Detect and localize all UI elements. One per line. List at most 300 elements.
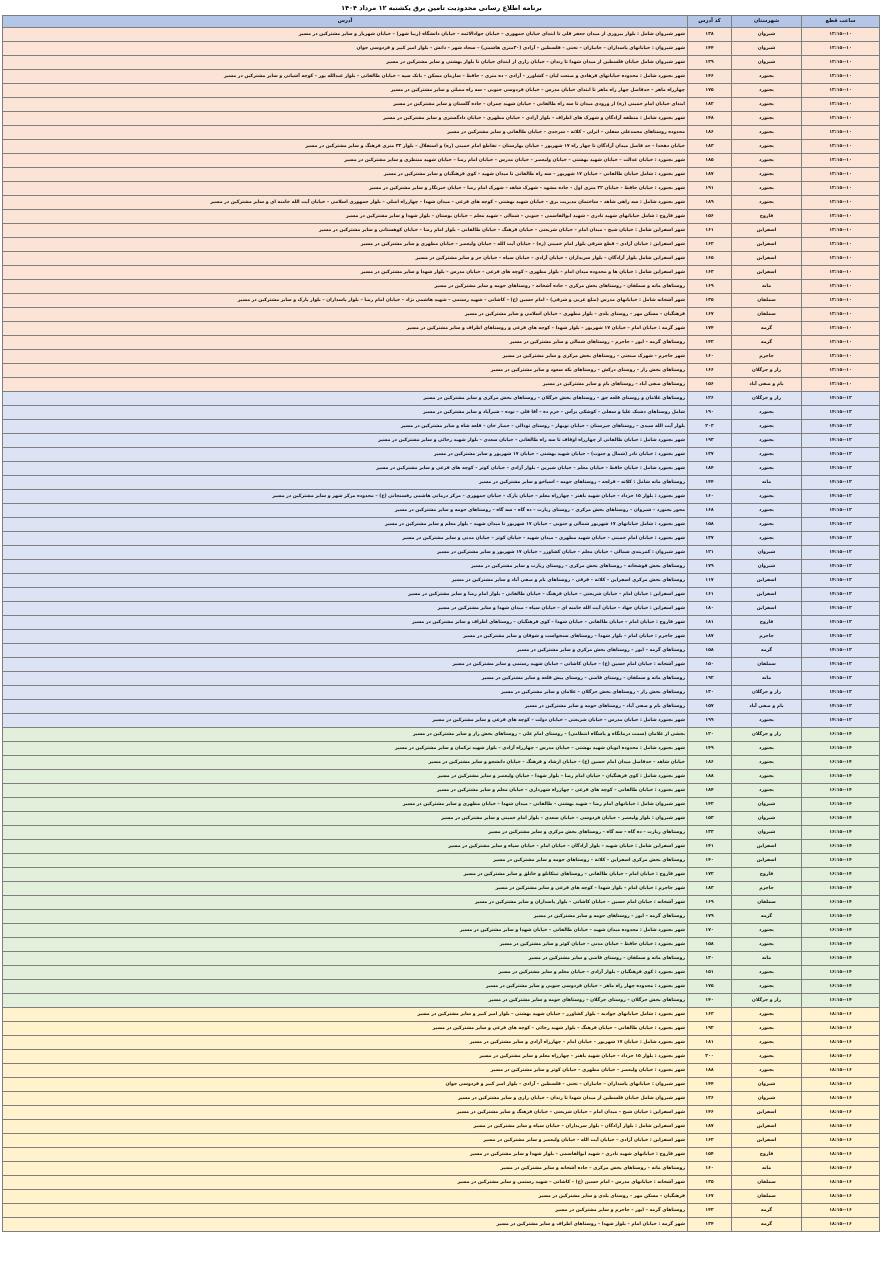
cell-code: ۱۶۲ — [688, 1134, 732, 1148]
table-row — [3, 574, 880, 588]
cell-address: شهر شیروان : خیابانهای پاسداران – جانبازان – تختی – فلسطین – آزادی – بلوار امیر کبیر و فردوسی جوان — [3, 1078, 688, 1092]
cell-city: سملقان — [732, 896, 802, 910]
cell-code: ۱۶۰ — [688, 490, 732, 504]
table-row — [3, 1050, 880, 1064]
cell-time: ۱۰--۱۲:۱۵ — [802, 182, 880, 196]
cell-address: شهر شیروان شامل خیابان فلسطین از میدان شهدا تا زندان – خیابان رازی از ابتدای خیابان تا بلوار بهشتی و سایر مشترکین در مسیر — [3, 56, 688, 70]
cell-address: شهر بجنورد : بلوار ۱۵ خرداد – خیابان شهید باهنر – چهارراه معلم – خیابان پارک – خیابان جمهوری – مرکز درمانی هاشمی رفسنجانی (ع) – محدوده مرکز شهر و سایر مشترکین در مسیر — [3, 490, 688, 504]
cell-time: ۱۴--۱۶:۱۵ — [802, 742, 880, 756]
table-row — [3, 56, 880, 70]
cell-time: ۱۰--۱۲:۱۵ — [802, 308, 880, 322]
cell-time: ۱۰--۱۲:۱۵ — [802, 70, 880, 84]
cell-time: ۱۲--۱۴:۱۵ — [802, 462, 880, 476]
table-row — [3, 1204, 880, 1218]
cell-city: شیروان — [732, 826, 802, 840]
cell-code: ۱۴۲ — [688, 336, 732, 350]
cell-address: شهر شیروان : کمربندی شمالی – خیابان معلم – خیابان کشاورز – خیابان ۱۷ شهریور و سایر مشترکین در مسیر — [3, 546, 688, 560]
cell-address: شهر بجنورد شامل : خیابان مدرس – خیابان شریعتی – خیابان دولت – کوچه های فرعی و سایر مشترکین در مسیر — [3, 714, 688, 728]
cell-time: ۱۲--۱۴:۱۵ — [802, 574, 880, 588]
cell-address: روستاهای بخش جرگلان – روستای جرگلان – روستاهای حومه و سایر مشترکین در مسیر — [3, 994, 688, 1008]
cell-address: شهر بجنورد شامل : محدوده اتوبان شهید بهشتی – خیابان مدرس – چهارراه آزادی – بلوار شهید ترکمان و سایر مشترکین در مسیر — [3, 742, 688, 756]
cell-code: ۱۸۸ — [688, 770, 732, 784]
table-row — [3, 70, 880, 84]
table-row — [3, 336, 880, 350]
table-row — [3, 672, 880, 686]
table-row — [3, 252, 880, 266]
table-row — [3, 728, 880, 742]
cell-address: روستاهای بخش راز – روستاهای بخش جرگلان – غلامان و سایر مشترکین در مسیر — [3, 686, 688, 700]
cell-code: ۱۶۷ — [688, 1190, 732, 1204]
cell-city: راز و جرگلان — [732, 686, 802, 700]
cell-time: ۱۲--۱۴:۱۵ — [802, 434, 880, 448]
cell-address: شهر بجنورد : خیابان حافظ – خیابان مدنی – خیابان کوثر و سایر مشترکین در مسیر — [3, 938, 688, 952]
cell-address: شهر بجنورد شامل : محدوده میدان شهید – خیابان طالقانی – خیابان شهدا و سایر مشترکین در مسیر — [3, 924, 688, 938]
cell-time: ۱۰--۱۲:۱۵ — [802, 280, 880, 294]
table-row — [3, 168, 880, 182]
cell-address: شهر جاجرم – شهرک صنعتی – روستاهای بخش مرکزی و سایر مشترکین در مسیر — [3, 350, 688, 364]
cell-city: شیروان — [732, 1092, 802, 1106]
cell-address: روستاهای مانه و سملقان – روستای قاضی و سایر مشترکین در مسیر — [3, 952, 688, 966]
cell-code: ۱۸۲ — [688, 98, 732, 112]
cell-code: ۱۵۶ — [688, 210, 732, 224]
cell-code: ۱۱۷ — [688, 574, 732, 588]
cell-address: شهر بجنورد شامل : خیابان ۱۷ شهریور – خیابان امام – چهارراه آزادی و سایر مشترکین در مسیر — [3, 1036, 688, 1050]
cell-time: ۱۲--۱۴:۱۵ — [802, 700, 880, 714]
cell-city: اسفراین — [732, 602, 802, 616]
cell-code: ۱۵۶ — [688, 378, 732, 392]
cell-city: بجنورد — [732, 504, 802, 518]
cell-code: ۱۶۶ — [688, 364, 732, 378]
cell-time: ۱۶--۱۸:۱۵ — [802, 1064, 880, 1078]
cell-code: ۱۸۶ — [688, 756, 732, 770]
cell-address: شهر فاروج : شامل خیابانهای شهید نادری – شهید ابوالقاسمی – جنوبی – شمالی – شهید معلم – خیابان بوستان – بلوار شهدا و سایر مشترکین در مسیر — [3, 210, 688, 224]
cell-address: شهر بجنورد شامل : محدوده خیابانهای فرهادی و صنعت لبان – کشاورز – آزادی – ده متری – حافظ – سازمان مسکن – بانک سپه – خیابان طالقانی – بلوار عبدالله پور – کوچه آشیانی و سایر مشترکین در مسیر — [3, 70, 688, 84]
table-row — [3, 602, 880, 616]
cell-code: ۱۴۴ — [688, 1078, 732, 1092]
document — [3, 2, 880, 1232]
cell-code: ۱۶۹ — [688, 280, 732, 294]
cell-city: سملقان — [732, 308, 802, 322]
cell-time: ۱۴--۱۶:۱۵ — [802, 812, 880, 826]
cell-city: بجنورد — [732, 756, 802, 770]
cell-city: بجنورد — [732, 126, 802, 140]
cell-code: ۲۰۳ — [688, 420, 732, 434]
cell-city: بجنورد — [732, 938, 802, 952]
cell-address: شهر بجنورد : بلوار ۱۵ خرداد – خیابان شهید باهنر – چهارراه معلم و سایر مشترکین در مسیر — [3, 1050, 688, 1064]
cell-code: ۱۵۸ — [688, 644, 732, 658]
cell-code: ۱۵۸ — [688, 938, 732, 952]
cell-address: محور بجنورد – شیروان – روستاهای بخش مرکزی – روستای زیارت – ده گاه – سه گاه – روستاهای حومه و سایر مشترکین در مسیر — [3, 504, 688, 518]
cell-address: شهر آشخانه : خیابان امام حسین – خیابان کاشانی – بلوار پاسداران و سایر مشترکین در مسیر — [3, 896, 688, 910]
cell-address: شهر بجنورد شامل : کوی فرهنگیان – خیابان امام رضا – بلوار شهدا – خیابان ولیعصر و سایر مشترکین در مسیر — [3, 770, 688, 784]
cell-city: فاروج — [732, 616, 802, 630]
cell-time: ۱۰--۱۲:۱۵ — [802, 336, 880, 350]
table-row — [3, 280, 880, 294]
table-row — [3, 350, 880, 364]
cell-time: ۱۰--۱۲:۱۵ — [802, 154, 880, 168]
cell-address: شهر اسفراین شامل : خیابان شهید – بلوار آزادگان – خیابان امام – خیابان سپاه و سایر مشترکین در مسیر — [3, 840, 688, 854]
cell-address: شهر اسفراین : خیابان آزادی – قطع شرقی بلوار امام خمینی (ره) – خیابان آیت الله – خیابان ولیعصر – خیابان مطهری و سایر مشترکین در مسیر — [3, 238, 688, 252]
cell-time: ۱۴--۱۶:۱۵ — [802, 994, 880, 1008]
table-row — [3, 448, 880, 462]
cell-address: شهر بجنورد شامل : خیابان حافظ – خیابان معلم – خیابان شیرین – بلوار آزادی – خیابان کوثر – کوچه های فرعی و سایر مشترکین در مسیر — [3, 462, 688, 476]
cell-time: ۱۰--۱۲:۱۵ — [802, 238, 880, 252]
table-row — [3, 686, 880, 700]
cell-time: ۱۲--۱۴:۱۵ — [802, 518, 880, 532]
cell-time: ۱۰--۱۲:۱۵ — [802, 168, 880, 182]
cell-code: ۱۴۰ — [688, 994, 732, 1008]
cell-code: ۱۳۸ — [688, 28, 732, 42]
cell-time: ۱۶--۱۸:۱۵ — [802, 1134, 880, 1148]
cell-city: بجنورد — [732, 98, 802, 112]
cell-time: ۱۲--۱۴:۱۵ — [802, 448, 880, 462]
cell-address: شهر بجنورد : شامل خیابان طالقانی – خیابان ۱۷ شهریور – سه راه طالقانی تا میدان شهید – کوی فرهنگیان و سایر مشترکین در مسیر — [3, 168, 688, 182]
table-row — [3, 658, 880, 672]
cell-code: ۱۸۸ — [688, 1064, 732, 1078]
cell-city: بجنورد — [732, 420, 802, 434]
cell-time: ۱۰--۱۲:۱۵ — [802, 196, 880, 210]
table-row — [3, 294, 880, 308]
cell-time: ۱۶--۱۸:۱۵ — [802, 1120, 880, 1134]
cell-address: شهر گرمه : خیابان امام – بلوار شهدا – روستاهای اطراف و سایر مشترکین در مسیر — [3, 1218, 688, 1232]
cell-address: شهر شیروان : بلوار ولیعصر – خیابان فردوسی – خیابان سعدی – بلوار امام خمینی و سایر مشترکین در مسیر — [3, 812, 688, 826]
table-row — [3, 1162, 880, 1176]
cell-address: شهر اسفراین شامل : خیابان ها و محدوده میدان امام – بلوار مطهری – کوچه های فرعی – خیابان مدرس – بلوار شهدا و سایر مشترکین در مسیر — [3, 266, 688, 280]
table-row — [3, 1078, 880, 1092]
cell-time: ۱۶--۱۸:۱۵ — [802, 1204, 880, 1218]
cell-time: ۱۰--۱۲:۱۵ — [802, 266, 880, 280]
cell-city: سملقان — [732, 1190, 802, 1204]
cell-city: شیروان — [732, 42, 802, 56]
cell-code: ۱۸۳ — [688, 140, 732, 154]
cell-code: ۱۶۲ — [688, 238, 732, 252]
cell-code: ۱۴۱ — [688, 840, 732, 854]
table-row — [3, 714, 880, 728]
cell-time: ۱۲--۱۴:۱۵ — [802, 504, 880, 518]
outage-schedule-table — [2, 15, 880, 1232]
cell-city: راز و جرگلان — [732, 728, 802, 742]
cell-code: ۱۴۶ — [688, 70, 732, 84]
cell-address: شهر اسفراین : خیابان آزادی – خیابان آیت الله – خیابان ولیعصر و سایر مشترکین در مسیر — [3, 1134, 688, 1148]
cell-code: ۱۸۱ — [688, 616, 732, 630]
cell-time: ۱۰--۱۲:۱۵ — [802, 28, 880, 42]
table-row — [3, 322, 880, 336]
cell-city: گرمه — [732, 1204, 802, 1218]
cell-time: ۱۲--۱۴:۱۵ — [802, 714, 880, 728]
table-row — [3, 1106, 880, 1120]
table-row — [3, 112, 880, 126]
cell-city: اسفراین — [732, 840, 802, 854]
cell-address: روستاهای گرمه – ایور – جاجرم – روستاهای شمالی و سایر مشترکین در مسیر — [3, 336, 688, 350]
cell-code: ۱۴۲ — [688, 1204, 732, 1218]
cell-time: ۱۴--۱۶:۱۵ — [802, 952, 880, 966]
cell-time: ۱۲--۱۴:۱۵ — [802, 476, 880, 490]
cell-city: بجنورد — [732, 84, 802, 98]
table-row — [3, 140, 880, 154]
cell-city: فاروج — [732, 210, 802, 224]
cell-code: ۱۳۵ — [688, 1176, 732, 1190]
cell-city: گرمه — [732, 322, 802, 336]
cell-city: شیروان — [732, 28, 802, 42]
cell-time: ۱۴--۱۶:۱۵ — [802, 980, 880, 994]
cell-time: ۱۶--۱۸:۱۵ — [802, 1022, 880, 1036]
cell-city: راز و جرگلان — [732, 364, 802, 378]
table-row — [3, 882, 880, 896]
cell-time: ۱۴--۱۶:۱۵ — [802, 924, 880, 938]
table-row — [3, 476, 880, 490]
table-row — [3, 182, 880, 196]
cell-code: ۱۹۱ — [688, 182, 732, 196]
cell-code: ۱۵۰ — [688, 658, 732, 672]
cell-city: اسفراین — [732, 1134, 802, 1148]
cell-city: اسفراین — [732, 588, 802, 602]
cell-address: شهر اسفراین : خیابان شیخ – میدان امام – خیابان شریعتی – خیابان فرهنگ و سایر مشترکین در مسیر — [3, 1106, 688, 1120]
cell-address: روستاهای غلامان و روستای قلعه جق – روستاهای بخش جرگلان – روستاهای بخش مرکزی و سایر مشترکین در مسیر — [3, 392, 688, 406]
cell-address: شهر فاروج : خیابان امام – خیابان طالقانی – خیابان شهدا – کوی فرهنگیان – روستاهای اطراف و سایر مشترکین در مسیر — [3, 616, 688, 630]
table-row — [3, 840, 880, 854]
cell-code: ۱۸۵ — [688, 154, 732, 168]
cell-city: بجنورد — [732, 434, 802, 448]
cell-address: شهر اسفراین شامل : خیابان شیخ – میدان امام – خیابان شریعتی – خیابان فرهنگ – خیابان طالقانی – بلوار امام رضا – خیابان کوهستانی و سایر مشترکین در مسیر — [3, 224, 688, 238]
table-row — [3, 434, 880, 448]
cell-city: مانه — [732, 952, 802, 966]
cell-city: بجنورد — [732, 112, 802, 126]
cell-city: بجنورد — [732, 406, 802, 420]
cell-address: شهر بجنورد شامل : خیابان طالقانی از چهارراه اوقاف تا سه راه طالقانی – خیابان سعدی – بلوار شهید رجائی و سایر مشترکین در مسیر — [3, 434, 688, 448]
cell-time: ۱۴--۱۶:۱۵ — [802, 854, 880, 868]
cell-address: شهر بجنورد : خیابان ولیعصر – خیابان مطهری – خیابان کوثر و سایر مشترکین در مسیر — [3, 1064, 688, 1078]
cell-city: بجنورد — [732, 714, 802, 728]
cell-address: خیابان دهخدا – حد فاصل میدان آزادگان تا چهار راه ۱۷ شهریور – خیابان بهارستان – تقاطع امام خمینی (ره) و استقلال – بلوار ۳۲ متری فرهنگ و سایر مشترکین در مسیر — [3, 140, 688, 154]
cell-time: ۱۶--۱۸:۱۵ — [802, 1148, 880, 1162]
cell-time: ۱۰--۱۲:۱۵ — [802, 252, 880, 266]
cell-code: ۱۶۱ — [688, 588, 732, 602]
table-row — [3, 588, 880, 602]
cell-city: جاجرم — [732, 882, 802, 896]
table-row — [3, 84, 880, 98]
cell-city: بجنورد — [732, 1050, 802, 1064]
cell-code: ۱۳۳ — [688, 826, 732, 840]
cell-city: مانه — [732, 280, 802, 294]
cell-city: بجنورد — [732, 980, 802, 994]
cell-time: ۱۲--۱۴:۱۵ — [802, 672, 880, 686]
cell-city: بجنورد — [732, 462, 802, 476]
table-row — [3, 462, 880, 476]
table-row — [3, 1022, 880, 1036]
cell-code: ۱۸۹ — [688, 196, 732, 210]
cell-address: شهر بجنورد : خیابان طالقانی – خیابان فرهنگ – بلوار شهید رجائی – کوچه های فرعی و سایر مشترکین در مسیر — [3, 1022, 688, 1036]
cell-code: ۱۶۰ — [688, 350, 732, 364]
cell-city: بجنورد — [732, 154, 802, 168]
table-row — [3, 1218, 880, 1232]
table-body — [3, 28, 880, 1232]
cell-code: ۱۸۴ — [688, 462, 732, 476]
cell-code: ۱۳۰ — [688, 952, 732, 966]
cell-address: روستاهای گرمه – ایور – جاجرم و سایر مشترکین در مسیر — [3, 1204, 688, 1218]
table-row — [3, 224, 880, 238]
table-row — [3, 126, 880, 140]
cell-city: بجنورد — [732, 770, 802, 784]
cell-code: ۱۳۴ — [688, 1218, 732, 1232]
cell-address: شامل روستاهای دشتک علیا و سفلی – کوشکی برآس – خرم ده – آقا قلی – نوده – شیرآباد و سایر مشترکین در مسیر — [3, 406, 688, 420]
cell-city: اسفراین — [732, 1106, 802, 1120]
cell-code: ۱۷۵ — [688, 980, 732, 994]
table-row — [3, 854, 880, 868]
cell-city: بجنورد — [732, 490, 802, 504]
cell-code: ۱۵۳ — [688, 812, 732, 826]
cell-city: اسفراین — [732, 238, 802, 252]
cell-time: ۱۲--۱۴:۱۵ — [802, 644, 880, 658]
cell-city: بجنورد — [732, 448, 802, 462]
header-address: آدرس — [3, 16, 688, 28]
cell-code: ۱۹۰ — [688, 406, 732, 420]
cell-time: ۱۶--۱۸:۱۵ — [802, 1092, 880, 1106]
cell-address: روستاهای مانه و سملقان – روستای قاضی – روستای پیش قلعه و سایر مشترکین در مسیر — [3, 672, 688, 686]
cell-city: بجنورد — [732, 196, 802, 210]
cell-time: ۱۴--۱۶:۱۵ — [802, 770, 880, 784]
cell-address: شهر بجنورد : خیابان حافظ – خیابان ۳۲ متری اول – جاده مشهد – شهرک شاهد – شهرک امام رضا – خیابان خبرنگار و سایر مشترکین در مسیر — [3, 182, 688, 196]
cell-code: ۱۳۶ — [688, 1092, 732, 1106]
table-row — [3, 770, 880, 784]
cell-code: ۱۴۸ — [688, 112, 732, 126]
table-row — [3, 756, 880, 770]
cell-city: بجنورد — [732, 1022, 802, 1036]
cell-time: ۱۲--۱۴:۱۵ — [802, 532, 880, 546]
table-row — [3, 518, 880, 532]
cell-address: شهر بجنورد : شامل خیابانهای جوادیه – بلوار کشاورز – خیابان شهید بهشتی – بلوار امیر کبیر و سایر مشترکین در مسیر — [3, 1008, 688, 1022]
table-row — [3, 378, 880, 392]
cell-city: بام و صفی آباد — [732, 378, 802, 392]
cell-code: ۱۸۷ — [688, 168, 732, 182]
header-code: کد آدرس — [688, 16, 732, 28]
cell-address: شهر بجنورد : خیابان طالقانی – کوچه های فرعی – چهارراه شهرداری – خیابان معلم و سایر مشترکین در مسیر — [3, 784, 688, 798]
table-row — [3, 700, 880, 714]
cell-city: بجنورد — [732, 1064, 802, 1078]
table-row — [3, 1120, 880, 1134]
cell-code: ۱۸۶ — [688, 126, 732, 140]
cell-address: روستاهای صفی آباد – روستاهای بام و سایر مشترکین در مسیر — [3, 378, 688, 392]
cell-city: شیروان — [732, 560, 802, 574]
cell-time: ۱۴--۱۶:۱۵ — [802, 910, 880, 924]
cell-city: جاجرم — [732, 350, 802, 364]
table-row — [3, 1148, 880, 1162]
cell-time: ۱۰--۱۲:۱۵ — [802, 294, 880, 308]
cell-address: روستاهای مانه شامل : کلاته – قزلجه – روستاهای حومه – اسپاخو و سایر مشترکین در مسیر — [3, 476, 688, 490]
cell-code: ۱۳۰ — [688, 686, 732, 700]
cell-address: شهر فاروج : خیابانهای شهید نادری – شهید ابوالقاسمی – بلوار شهدا و سایر مشترکین در مسیر — [3, 1148, 688, 1162]
cell-time: ۱۴--۱۶:۱۵ — [802, 826, 880, 840]
cell-address: بلوار آیت الله سیدی – روستاهای جیرستان – خیابان نوبهار – روستای تودالی – حصار خان – قلعه شاه و سایر مشترکین در مسیر — [3, 420, 688, 434]
cell-time: ۱۰--۱۲:۱۵ — [802, 378, 880, 392]
cell-time: ۱۲--۱۴:۱۵ — [802, 490, 880, 504]
cell-address: شهر اسفراین : خیابان امام – خیابان شریعتی – خیابان فرهنگ – خیابان طالقانی – بلوار امام رضا و سایر مشترکین در مسیر — [3, 588, 688, 602]
cell-address: شهر اسفراین شامل بلوار آزادگان – بلوار سربداران – خیابان آزادی – خیابان سپاه – خیابان حر و سایر مشترکین در مسیر — [3, 252, 688, 266]
cell-address: شهر اسفراین شامل : بلوار آزادگان – بلوار سربداران – خیابان سپاه و سایر مشترکین در مسیر — [3, 1120, 688, 1134]
cell-city: سملقان — [732, 294, 802, 308]
cell-code: ۱۶۹ — [688, 896, 732, 910]
cell-city: اسفراین — [732, 266, 802, 280]
cell-time: ۱۴--۱۶:۱۵ — [802, 882, 880, 896]
table-row — [3, 938, 880, 952]
cell-city: بجنورد — [732, 532, 802, 546]
table-row — [3, 392, 880, 406]
cell-address: بخشی از غلامان (سمت درمانگاه و پاسگاه انتظامی) – روستای امام علی – روستاهای بخش راز و سایر مشترکین در مسیر — [3, 728, 688, 742]
table-row — [3, 784, 880, 798]
cell-address: روستاهای مانه و سملقان – روستاهای بخش مرکزی – جاده آشخانه – روستاهای حومه و سایر مشترکین در مسیر — [3, 280, 688, 294]
cell-city: بام و صفی آباد — [732, 700, 802, 714]
cell-code: ۱۶۷ — [688, 308, 732, 322]
cell-city: سملقان — [732, 658, 802, 672]
table-row — [3, 1008, 880, 1022]
table-row — [3, 266, 880, 280]
cell-address: شهر گرمه : خیابان امام – خیابان ۱۷ شهریور – بلوار شهدا – کوچه های فرعی و روستاهای اطراف و سایر مشترکین در مسیر — [3, 322, 688, 336]
cell-time: ۱۶--۱۸:۱۵ — [802, 1078, 880, 1092]
cell-code: ۱۲۰ — [688, 728, 732, 742]
cell-time: ۱۴--۱۶:۱۵ — [802, 728, 880, 742]
cell-address: شهر بجنورد شامل : منطقه آزادگان و شهرک های اطراف – بلوار آزادی – خیابان مطهری – خیابان دادگستری و سایر مشترکین در مسیر — [3, 112, 688, 126]
header-time: ساعت قطع — [802, 16, 880, 28]
cell-time: ۱۲--۱۴:۱۵ — [802, 686, 880, 700]
table-row — [3, 924, 880, 938]
table-row — [3, 980, 880, 994]
cell-time: ۱۴--۱۶:۱۵ — [802, 798, 880, 812]
cell-code: ۱۶۵ — [688, 252, 732, 266]
cell-time: ۱۶--۱۸:۱۵ — [802, 1190, 880, 1204]
cell-code: ۱۴۰ — [688, 854, 732, 868]
cell-time: ۱۲--۱۴:۱۵ — [802, 546, 880, 560]
cell-address: روستاهای گرمه – ایور – روستاهای حومه و سایر مشترکین در مسیر — [3, 910, 688, 924]
cell-code: ۱۶۸ — [688, 504, 732, 518]
table-row — [3, 868, 880, 882]
cell-city: بجنورد — [732, 784, 802, 798]
cell-address: شهر بجنورد شامل : سه راهی شاهد – ساختمان مدیریت برق – خیابان شهید بهشتی – کوچه های فرعی – میدان شهدا – چهارراه اصلی – بلوار جمهوری اسلامی – خیابان آیت الله خامنه ای و سایر مشترکین در مسیر — [3, 196, 688, 210]
cell-time: ۱۰--۱۲:۱۵ — [802, 140, 880, 154]
cell-time: ۱۲--۱۴:۱۵ — [802, 392, 880, 406]
cell-time: ۱۴--۱۶:۱۵ — [802, 966, 880, 980]
cell-city: راز و جرگلان — [732, 994, 802, 1008]
table-row — [3, 798, 880, 812]
cell-code: ۱۸۰ — [688, 602, 732, 616]
cell-time: ۱۲--۱۴:۱۵ — [802, 658, 880, 672]
cell-city: اسفراین — [732, 1120, 802, 1134]
cell-time: ۱۰--۱۲:۱۵ — [802, 350, 880, 364]
cell-code: ۱۹۳ — [688, 434, 732, 448]
cell-code: ۱۲۶ — [688, 392, 732, 406]
cell-city: جاجرم — [732, 630, 802, 644]
cell-address: فرهنگیان – مسکن مهر – روستای یلدی و سایر مشترکین در مسیر — [3, 1190, 688, 1204]
cell-time: ۱۰--۱۲:۱۵ — [802, 56, 880, 70]
table-row — [3, 546, 880, 560]
cell-address: روستاهای بخش قوشخانه – روستاهای بخش مرکزی – روستای زیارت و سایر مشترکین در مسیر — [3, 560, 688, 574]
cell-city: بجنورد — [732, 1008, 802, 1022]
cell-address: روستاهای گرمه – ایور – روستاهای بخش مرکزی و سایر مشترکین در مسیر — [3, 644, 688, 658]
cell-time: ۱۴--۱۶:۱۵ — [802, 896, 880, 910]
cell-address: شهر بجنورد : محدوده چهار راه ماهر – خیابان فردوسی جنوبی و سایر مشترکین در مسیر — [3, 980, 688, 994]
cell-time: ۱۶--۱۸:۱۵ — [802, 1176, 880, 1190]
cell-code: ۱۷۲ — [688, 868, 732, 882]
cell-time: ۱۴--۱۶:۱۵ — [802, 756, 880, 770]
cell-address: روستاهای بخش مرکزی اسفراین – کلاته – قرقی – روستاهای بام و صفی آباد و سایر مشترکین در مسیر — [3, 574, 688, 588]
cell-time: ۱۲--۱۴:۱۵ — [802, 560, 880, 574]
cell-code: ۱۴۴ — [688, 476, 732, 490]
cell-address: شهر شیروان : خیابانهای پاسداران – جانبازان – تختی – فلسطین – آزادی (۳۰متری هاشمی) – سجاد شهر – دانش – بلوار امیر کبیر و فردوسی جوان — [3, 42, 688, 56]
cell-time: ۱۰--۱۲:۱۵ — [802, 210, 880, 224]
cell-city: بجنورد — [732, 168, 802, 182]
cell-city: بجنورد — [732, 182, 802, 196]
cell-address: ابتدای خیابان امام خمینی (ره) از ورودی میدان تا سه راه طالقانی – خیابان شهید چمران – جاده گلستان و سایر مشترکین در مسیر — [3, 98, 688, 112]
cell-time: ۱۰--۱۲:۱۵ — [802, 224, 880, 238]
cell-code: ۱۲۱ — [688, 546, 732, 560]
